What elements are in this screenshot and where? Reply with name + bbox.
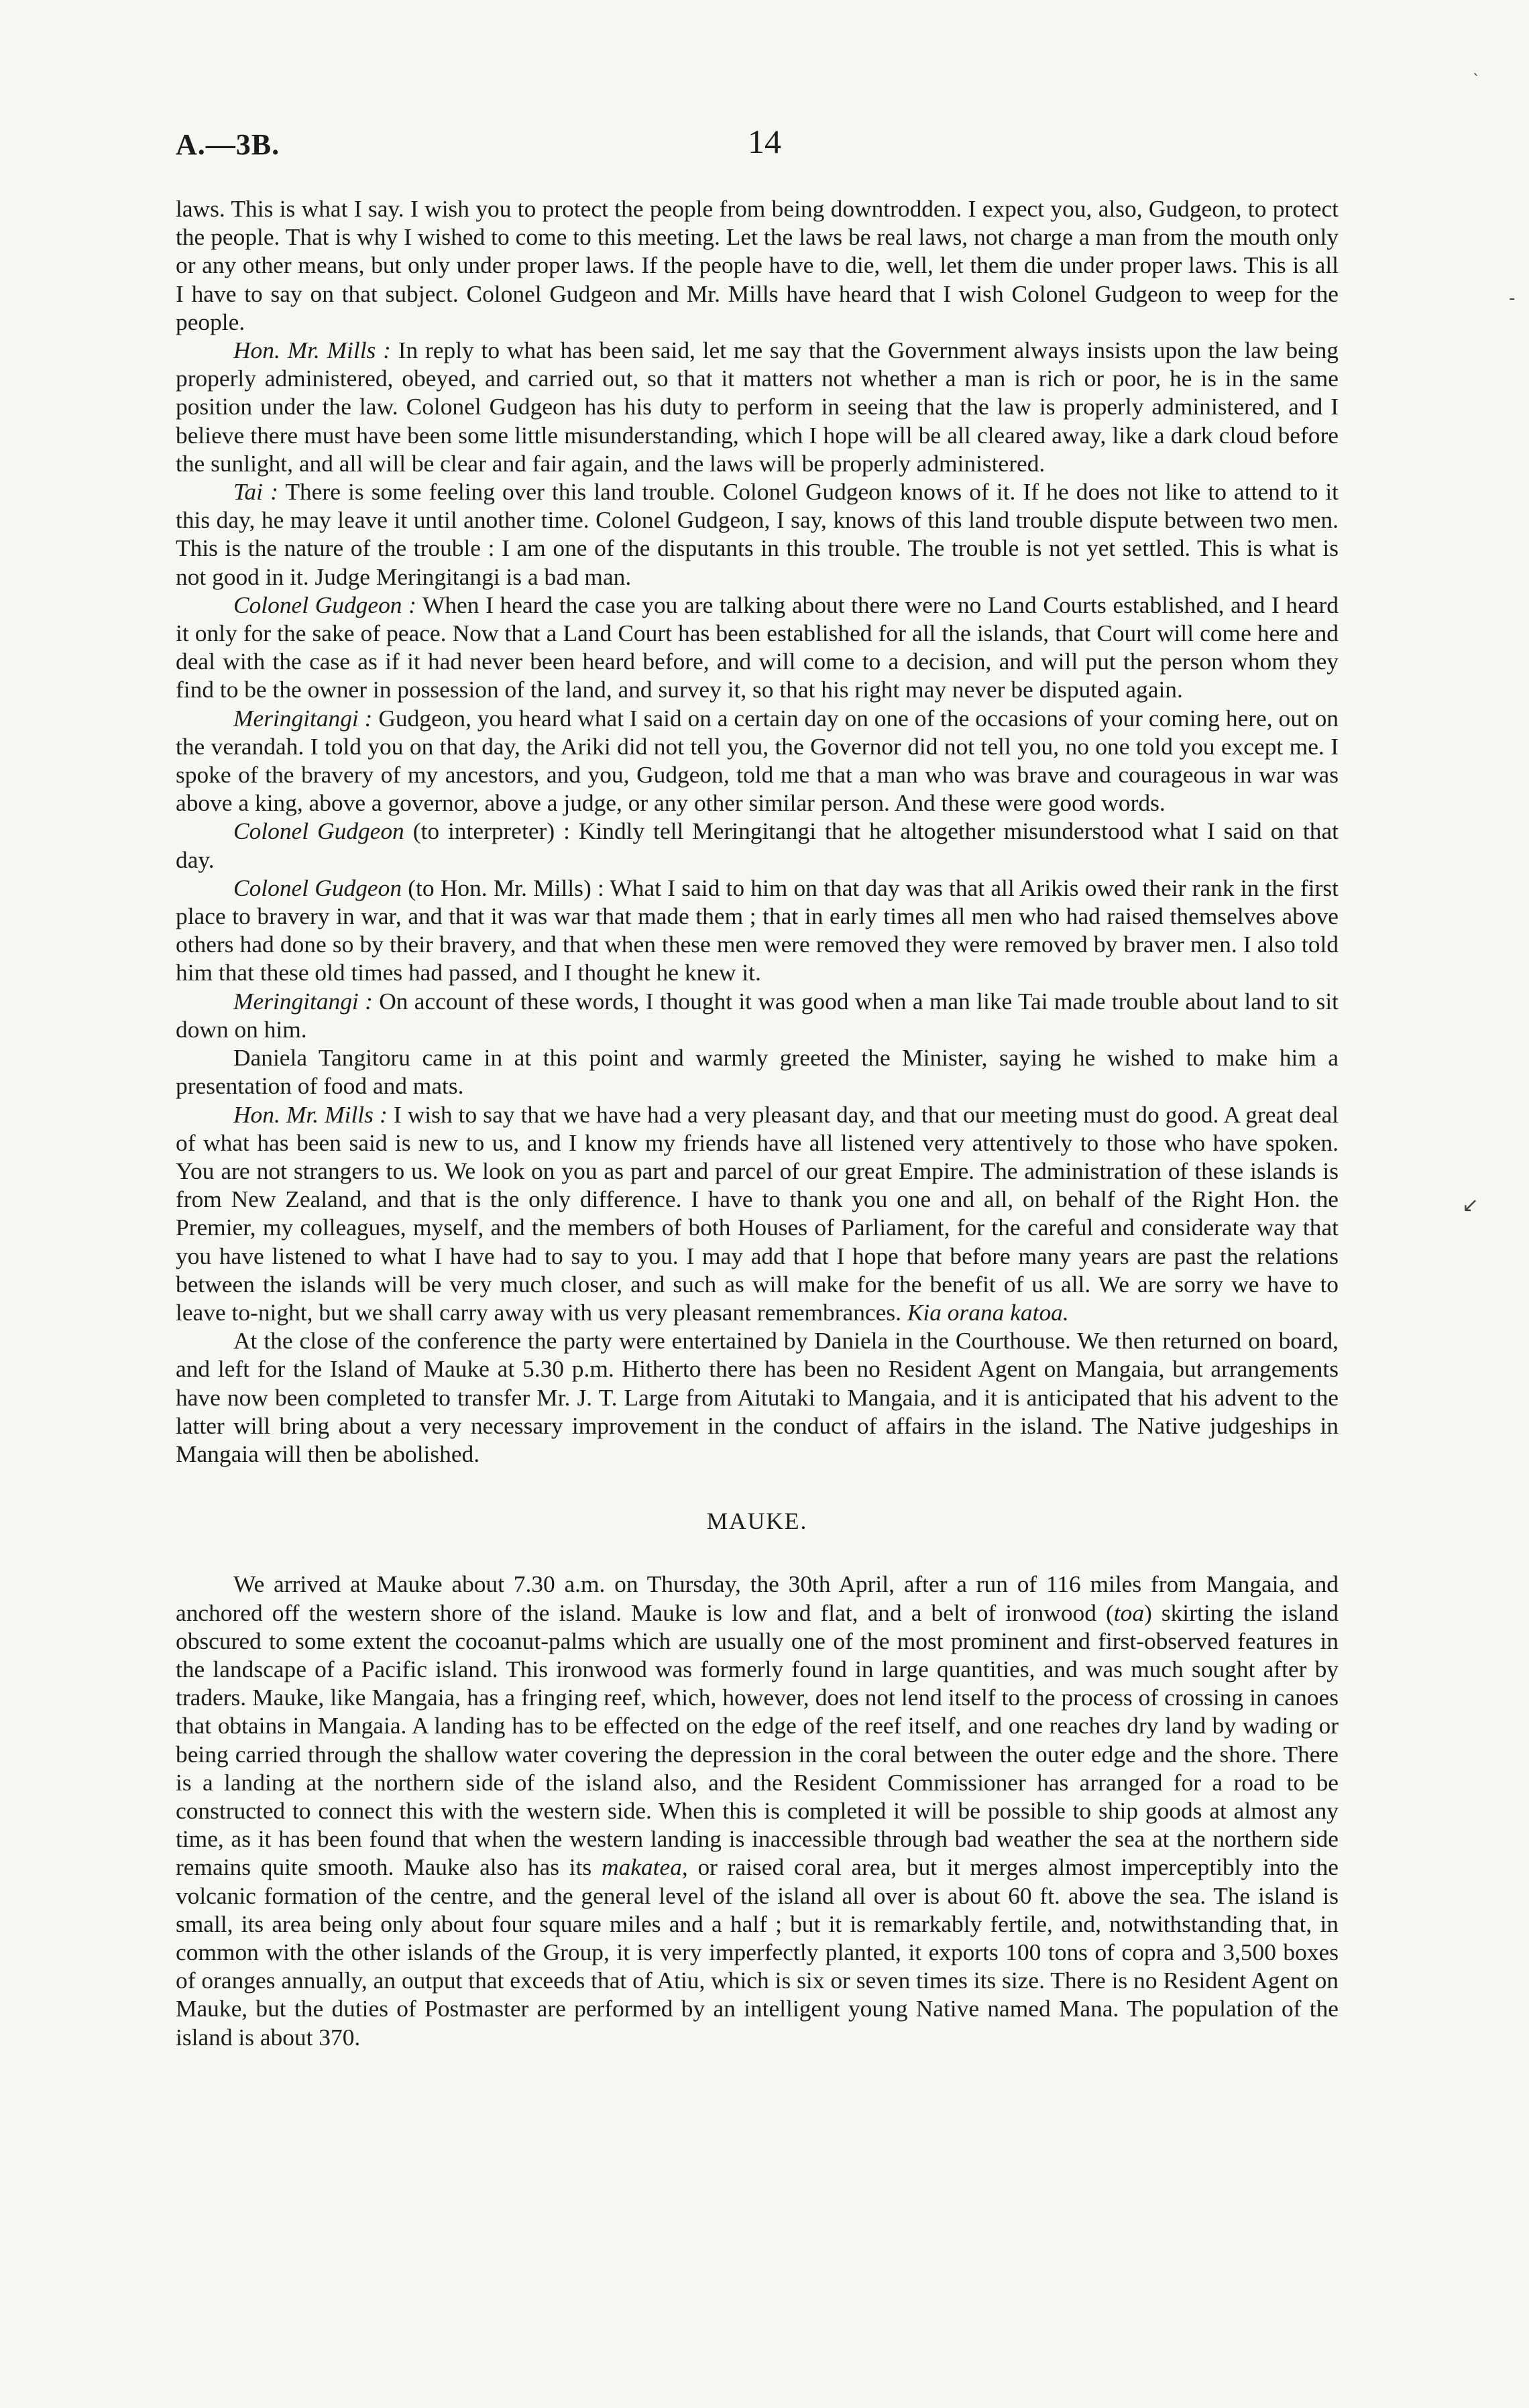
paragraph: Colonel Gudgeon (to interpreter) : Kindly tell Meringitangi that he altogether misunderstood what I said on that day. [176,817,1339,873]
paragraph: Colonel Gudgeon (to Hon. Mr. Mills) : What I said to him on that day was that all Arikis owed their rank in the first place to bravery in war, and that it was war that made them ; that in early times all men who had raised themselves above others had done so by their bravery, and that when these men were removed they were removed by braver men. I also told him that these old times had passed, and I thought he knew it. [176,874,1339,986]
paragraph: Hon. Mr. Mills : I wish to say that we have had a very pleasant day, and that our meeting must do good. A great deal of what has been said is new to us, and I know my friends have all listened very attentively to those who have spoken. You are not strangers to us. We look on you as part and parcel of our great Empire. The administration of these islands is from New Zealand, and that is the only difference. I have to thank you one and all, on behalf of the Right Hon. the Premier, my colleagues, myself, and the members of both Houses of Parliament, for the careful and considerate way that you have listened to what I have had to say to you. I may add that I hope that before many years are past the relations between the islands will be very much closer, and such as will make for the benefit of us all. We are sorry we have to leave to-night, but we shall carry away with us very pleasant remembrances. Kia orana katoa. [176,1100,1339,1326]
paragraph: Daniela Tangitoru came in at this point and warmly greeted the Minister, saying he wished to make him a presentation of food and mats. [176,1044,1339,1100]
document-body [176,194,1339,2051]
speaker-name: Colonel Gudgeon : [233,591,416,618]
speaker-name: Colonel Gudgeon [233,874,402,901]
paragraph: Hon. Mr. Mills : In reply to what has been said, let me say that the Government always insists upon the law being properly administered, obeyed, and carried out, so that it matters not whether a man is rich or poor, he is in the same position under the law. Colonel Gudgeon has his duty to perform in seeing that the law is properly administered, and I believe there must have been some little misunderstanding, which I hope will be all cleared away, like a dark cloud before the sunlight, and all will be clear and fair again, and the laws will be properly administered. [176,337,1339,477]
paragraph: laws. This is what I say. I wish you to protect the people from being downtrodden. I expect you, also, Gudgeon, to protect the people. That is why I wished to come to this meeting. Let the laws be real laws, not charge a man from the mouth only or any other means, but only under proper laws. If the people have to die, well, let them die under proper laws. This is all I have to say on that subject. Colonel Gudgeon and Mr. Mills have heard that I wish Colonel Gudgeon to weep for the people. [176,195,1339,335]
margin-mark: - [1509,288,1516,308]
speaker-name: Meringitangi : [233,704,373,732]
speaker-name: Colonel Gudgeon [233,817,404,845]
paragraph: Colonel Gudgeon : When I heard the case you are talking about there were no Land Courts established, and I heard it only for the sake of peace. Now that a Land Court has been established for all the islands, that Court will come here and deal with the case as if it had never been heard before, and will come to a decision, and will put the person whom they find to be the owner in possession of the land, and survey it, so that his right may never be disputed again. [176,591,1339,703]
margin-mark: ` [1473,72,1480,89]
speaker-name: Meringitangi : [233,987,373,1015]
paragraph: Meringitangi : Gudgeon, you heard what I said on a certain day on one of the occasions of your coming here, out on the verandah. I told you on that day, the Ariki did not tell you, the Governor did not tell you, no one told you except me. I spoke of the bravery of my ancestors, and you, Gudgeon, told me that a man who was brave and courageous in war was above a king, above a governor, above a judge, or any other similar person. And these were good words. [176,704,1339,817]
closing-phrase: Kia orana katoa. [907,1298,1069,1326]
speaker-name: Tai : [233,478,278,506]
speaker-name: Hon. Mr. Mills : [233,337,391,364]
native-term: makatea [601,1853,682,1881]
native-term: toa [1113,1599,1145,1626]
document-reference: A.—3B. [176,128,280,161]
margin-mark: ↙ [1462,1194,1479,1217]
section-heading: MAUKE. [706,1507,808,1535]
paragraph: Meringitangi : On account of these words, I thought it was good when a man like Tai made trouble about land to sit down on him. [176,987,1339,1043]
speaker-name: Hon. Mr. Mills : [233,1100,388,1128]
paragraph: At the close of the conference the party were entertained by Daniela in the Courthouse. We then returned on board, and left for the Island of Mauke at 5.30 p.m. Hitherto there has been no Resident Agent on Mangaia, but arrangements have now been completed to transfer Mr. J. T. Large from Aitutaki to Mangaia, and it is anticipated that his advent to the latter will bring about a very necessary improvement in the conduct of affairs in the island. The Native judgeships in Mangaia will then be abolished. [176,1327,1339,1467]
page-number: 14 [748,123,781,160]
paragraph: Tai : There is some feeling over this land trouble. Colonel Gudgeon knows of it. If he does not like to attend to it this day, he may leave it until another time. Colonel Gudgeon, I say, knows of this land trouble dispute between two men. This is the nature of the trouble : I am one of the disputants in this trouble. The trouble is not yet settled. This is what is not good in it. Judge Meringitangi is a bad man. [176,478,1339,590]
page-header [176,123,1353,168]
paragraph: We arrived at Mauke about 7.30 a.m. on Thursday, the 30th April, after a run of 116 miles from Mangaia, and anchored off the western shore of the island. Mauke is low and flat, and a belt of ironwood (toa) skirting the island obscured to some extent the cocoanut-palms which are usually one of the most prominent and first-observed features in the landscape of a Pacific island. This ironwood was formerly found in large quantities, and was much sought after by traders. Mauke, like Mangaia, has a fringing reef, which, however, does not lend itself to the process of crossing in canoes that obtains in Mangaia. A landing has to be effected on the edge of the reef itself, and one reaches dry land by wading or being carried through the shallow water covering the depression in the coral between the outer edge and the shore. There is a landing at the northern side of the island also, and the Resident Commissioner has arranged for a road to be constructed to connect this with the western side. When this is completed it will be possible to ship goods at almost any time, as it has been found that when the western landing is inaccessible through bad weather the sea at the northern side remains quite smooth. Mauke also has its makatea, or raised coral area, but it merges almost imperceptibly into the volcanic formation of the centre, and the general level of the island all over is about 60 ft. above the sea. The island is small, its area being only about four square miles and a half ; but it is remarkably fertile, and, notwithstanding that, in common with the other islands of the Group, it is very imperfectly planted, it exports 100 tons of copra and 3,500 boxes of oranges annually, an output that exceeds that of Atiu, which is six or seven times its size. There is no Resident Agent on Mauke, but the duties of Postmaster are performed by an intelligent young Native named Mana. The population of the island is about 370. [176,1570,1339,2051]
